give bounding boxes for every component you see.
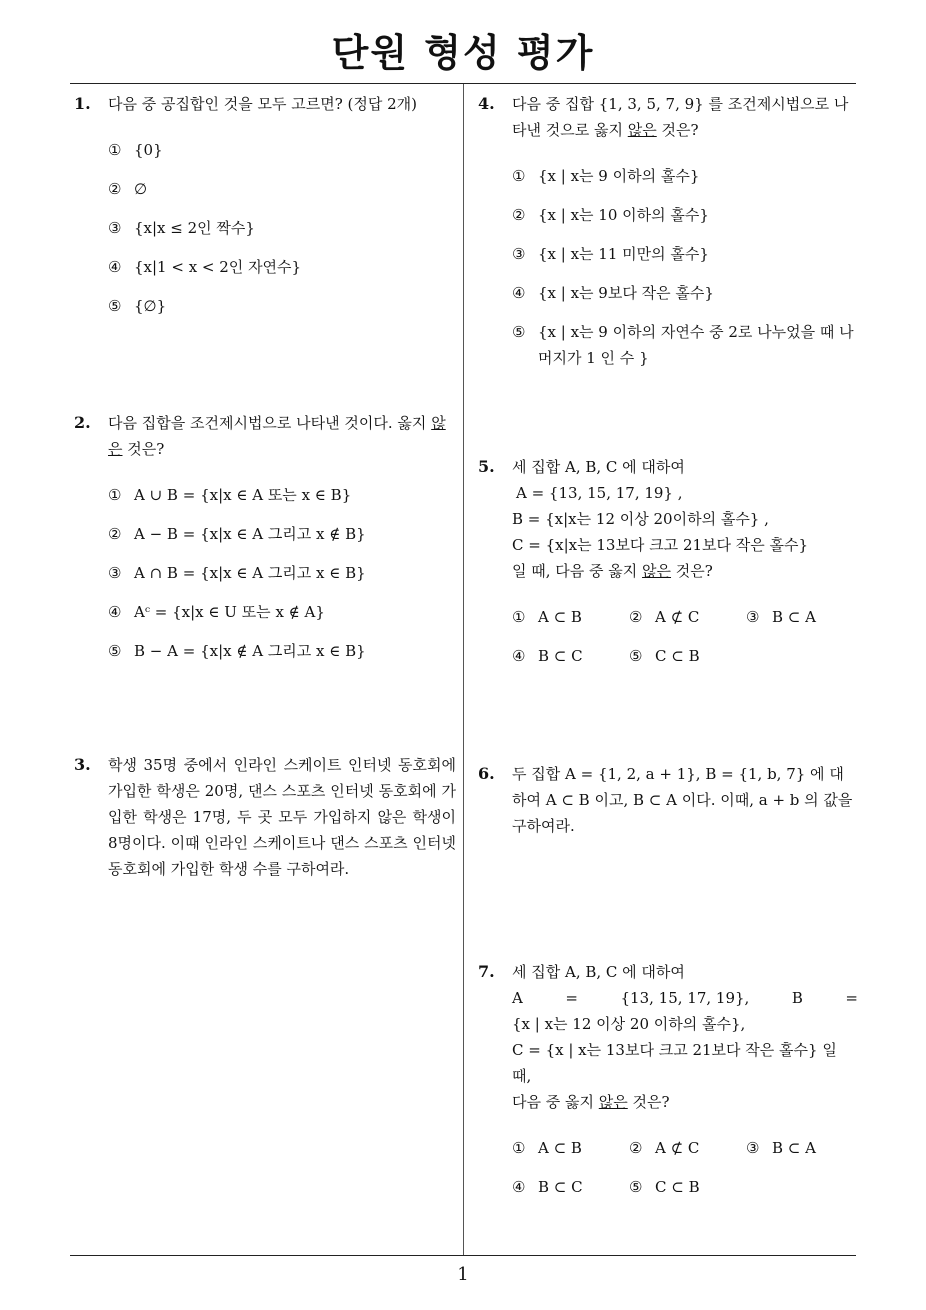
question-number: 6. [478,764,495,783]
option-4: ④ B ⊂ C [512,1178,583,1196]
option-1: ① A ⊂ B [512,1139,582,1157]
bottom-rule [70,1255,856,1256]
option-2: ② A − B = {x|x ∈ A 그리고 x ∉ B} [108,525,366,543]
question-1 [74,91,456,332]
option-5: ⑤ {x | x는 9 이하의 자연수 중 2로 나누었을 때 나머지가 1 인 수 } [512,323,854,367]
option-5: ⑤ C ⊂ B [629,1178,700,1196]
option-4: ④ {x | x는 9보다 작은 홀수} [512,284,714,302]
question-5 [478,454,858,669]
option-1: ① A ∪ B = {x|x ∈ A 또는 x ∈ B} [108,486,352,504]
page-number: 1 [457,1264,469,1285]
option-1: ① {0} [108,141,163,159]
question-number: 3. [74,755,91,774]
question-line: {x | x는 12 이상 20 이하의 홀수}, [512,1015,746,1033]
option-3: ③ B ⊂ A [746,608,816,626]
option-2: ② ∅ [108,180,148,198]
option-2: ② {x | x는 10 이하의 홀수} [512,206,709,224]
question-number: 1. [74,94,91,113]
question-line: 세 집합 A, B, C 에 대하여 [512,458,685,476]
option-5: ⑤ C ⊂ B [629,647,700,665]
question-number: 7. [478,962,495,981]
option-3: ③ {x|x ≤ 2인 짝수} [108,219,255,237]
option-4: ④ B ⊂ C [512,647,583,665]
question-3 [74,752,456,882]
option-1: ① A ⊂ B [512,608,582,626]
question-text: 다음 중 공집합인 것을 모두 고르면? (정답 2개) [108,95,417,113]
option-3: ③ A ∩ B = {x|x ∈ A 그리고 x ∈ B} [108,564,366,582]
column-divider [463,84,464,1256]
question-line: 세 집합 A, B, C 에 대하여 [512,963,685,981]
option-2: ② A ⊄ C [629,608,700,626]
question-2 [74,410,456,677]
question-number: 5. [478,457,495,476]
question-line: C = {x | x는 13보다 크고 21보다 작은 홀수} 일 때, [512,1041,837,1085]
question-line: A = {13, 15, 17, 19}, B = [512,989,858,1007]
question-text: 다음 집합을 조건제시법으로 나타낸 것이다. 옳지 않은 것은? [108,414,446,458]
page-title: 단원 형성 평가 [331,31,595,75]
option-3: ③ B ⊂ A [746,1139,816,1157]
option-5: ⑤ B − A = {x|x ∉ A 그리고 x ∈ B} [108,642,366,660]
question-text: 학생 35명 중에서 인라인 스케이트 인터넷 동호회에 가입한 학생은 20명, 댄스 스포츠 인터넷 동호회에 가입한 학생은 17명, 두 곳 모두 가입하지 않은 학생이 8명이다. 이때 인라인 스케이트나 댄스 스포츠 인터넷 동호회에 가입한 학생 수를 구하여라. [108,756,456,878]
question-number: 4. [478,94,495,113]
question-line: A = {13, 15, 17, 19} , [516,484,683,502]
option-1: ① {x | x는 9 이하의 홀수} [512,167,700,185]
question-number: 2. [74,413,91,432]
option-4: ④ {x|1 < x < 2인 자연수} [108,258,302,276]
option-4: ④ Aᶜ = {x|x ∈ U 또는 x ∉ A} [108,603,325,621]
question-line: C = {x|x는 13보다 크고 21보다 작은 홀수} [512,536,809,554]
option-5: ⑤ {∅} [108,297,167,315]
question-line: 다음 중 옳지 않은 것은? [512,1093,670,1111]
question-line: B = {x|x는 12 이상 20이하의 홀수} , [512,510,769,528]
question-6 [478,761,858,839]
option-2: ② A ⊄ C [629,1139,700,1157]
question-text: 다음 중 집합 {1, 3, 5, 7, 9} 를 조건제시법으로 나타낸 것으로 옳지 않은 것은? [512,95,849,139]
question-4 [478,91,858,384]
question-7 [478,959,858,1200]
question-line: 일 때, 다음 중 옳지 않은 것은? [512,562,713,580]
option-3: ③ {x | x는 11 미만의 홀수} [512,245,709,263]
question-text: 두 집합 A = {1, 2, a + 1}, B = {1, b, 7} 에 대하여 A ⊂ B 이고, B ⊂ A 이다. 이때, a + b 의 값을 구하여라. [512,765,853,835]
